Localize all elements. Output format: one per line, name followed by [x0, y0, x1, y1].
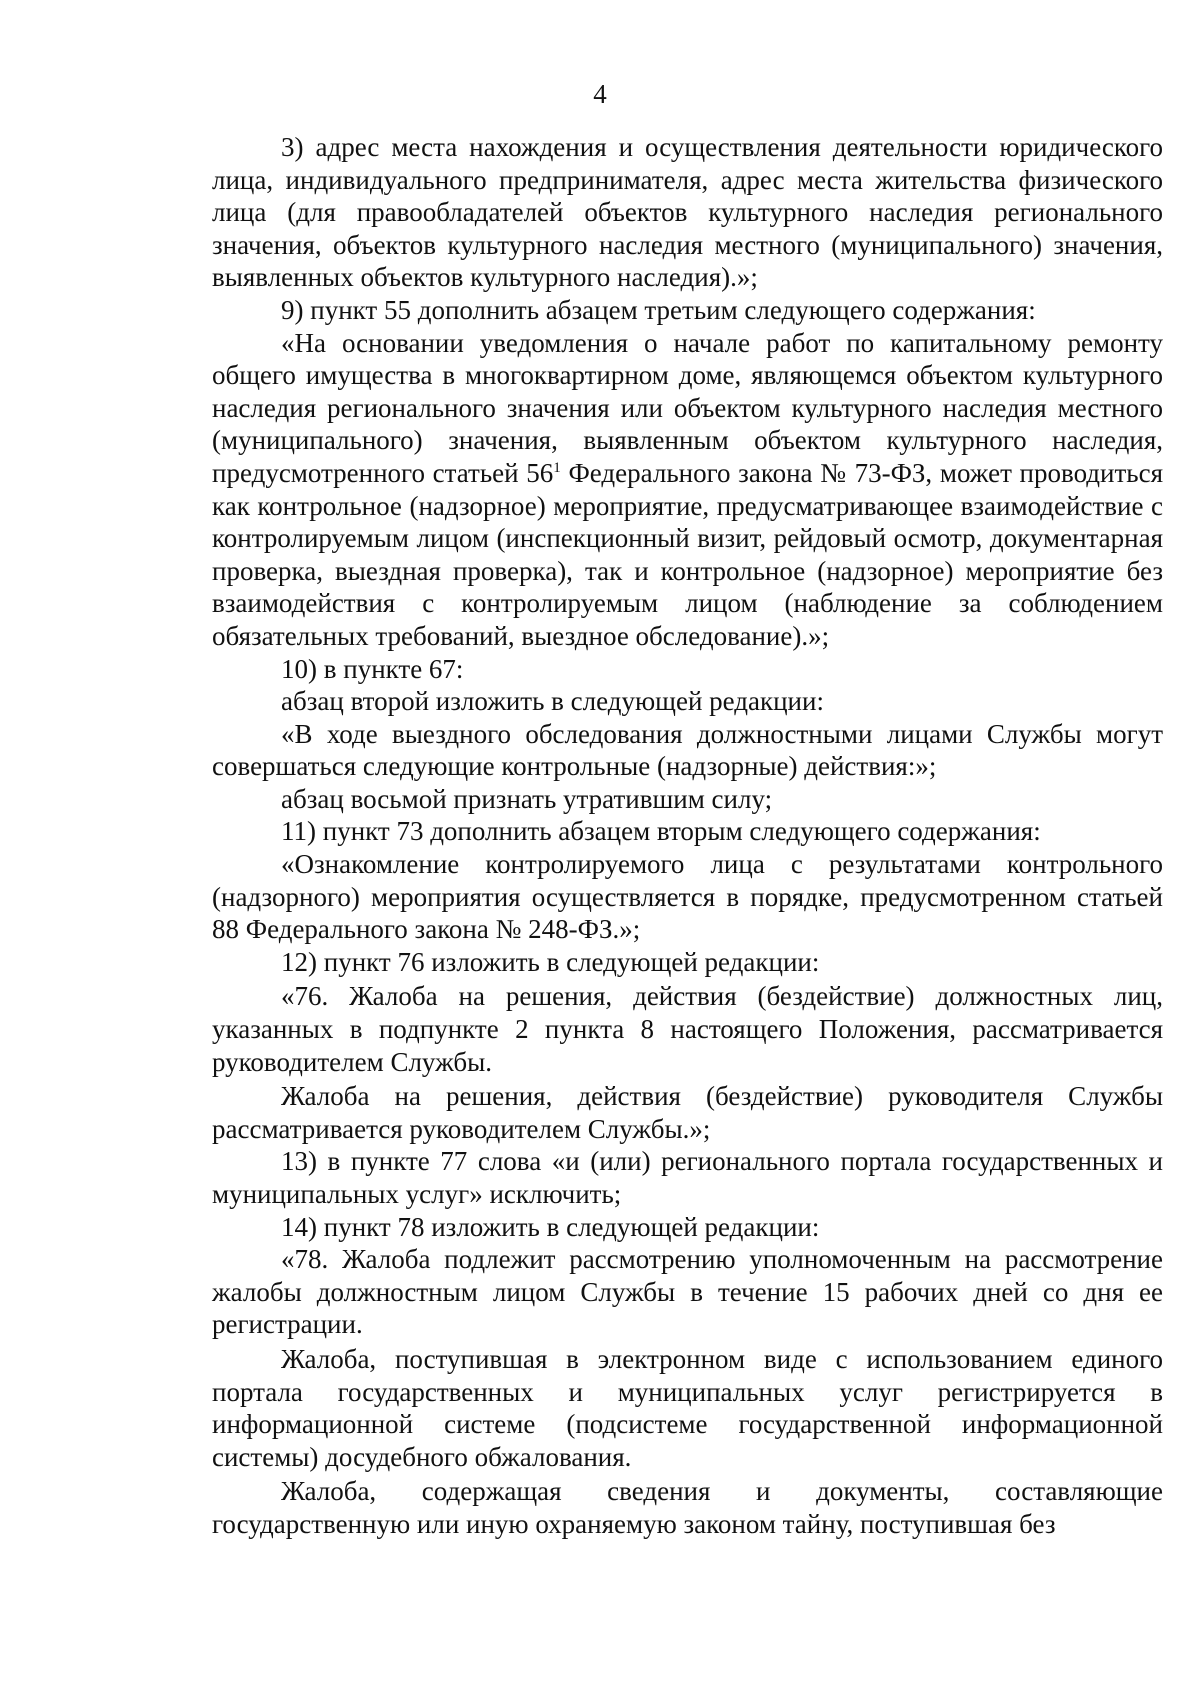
paragraph-item-14-electronic-complaint: Жалоба, поступившая в электронном виде с использованием единого портала государственных и муниципальных услуг регистрируется в информационной системе (подсистеме государственной информационной системы) досудебного обжалования.	[212, 1343, 1163, 1472]
paragraph-item-10: 10) в пункте 67:	[281, 653, 464, 684]
paragraph-item-11-quote: «Ознакомление контролируемого лица с результатами контрольного (надзорного) мероприятия осуществляется в порядке, предусмотренном статьей 88 Федерального закона № 248-ФЗ.»;	[212, 849, 1163, 945]
paragraph-item-13: 13) в пункте 77 слова «и (или) регионального портала государственных и муниципальных услуг» исключить;	[212, 1146, 1163, 1209]
paragraph-item-3-address: 3) адрес места нахождения и осуществления деятельности юридического лица, индивидуального предпринимателя, адрес места жительства физического лица (для правообладателей объектов культурного наследия регионального значения, объектов культурного наследия местного (муниципального) значения, выявленных объектов культурного наследия).»;	[212, 132, 1163, 293]
document-body	[212, 131, 1163, 1541]
paragraph-item-9-quote-start: «На основании уведомления о начале работ по капитальному ремонту общего имущества в многоквартирном доме, являющемся объектом культурного наследия регионального значения или объектом культурного наследия местного (муниципального) значения, выявленным объектом культурного наследия, предусмотренного статьей 56	[212, 327, 1163, 488]
paragraph-item-9-quote-end: Федерального закона № 73-ФЗ, может проводиться как контрольное (надзорное) мероприятие, предусматривающее взаимодействие с контролируемым лицом (инспекционный визит, рейдовый осмотр, документарная проверка, выездная проверка), так и контрольное (надзорное) мероприятие без взаимодействия с контролируемым лицом (наблюдение за соблюдением обязательных требований, выездное обследование).»;	[212, 457, 1163, 651]
paragraph-item-14: 14) пункт 78 изложить в следующей редакции:	[281, 1211, 820, 1242]
paragraph-item-14-secret-complaint: Жалоба, содержащая сведения и документы, составляющие государственную или иную охраняемую законом тайну, поступившая без	[212, 1476, 1163, 1539]
paragraph-item-10-quote: «В ходе выездного обследования должностными лицами Службы могут совершаться следующие контрольные (надзорные) действия:»;	[212, 718, 1163, 782]
paragraph-item-9-quote	[212, 327, 1163, 653]
paragraph-item-12: 12) пункт 76 изложить в следующей редакции:	[281, 946, 820, 977]
paragraph-item-12-quote-continued: Жалоба на решения, действия (бездействие) руководителя Службы рассматривается руководителем Службы.»;	[212, 1081, 1163, 1144]
paragraph-item-11: 11) пункт 73 дополнить абзацем вторым следующего содержания:	[281, 816, 1041, 847]
page-number: 4	[593, 79, 607, 109]
paragraph-item-9: 9) пункт 55 дополнить абзацем третьим следующего содержания:	[281, 294, 1036, 325]
paragraph-item-10-instruction: абзац второй изложить в следующей редакции:	[281, 686, 824, 717]
paragraph-item-14-quote: «78. Жалоба подлежит рассмотрению уполномоченным на рассмотрение жалобы должностным лицом Службы в течение 15 рабочих дней со дня ее регистрации.	[212, 1244, 1163, 1340]
paragraph-item-10-repeal: абзац восьмой признать утратившим силу;	[281, 783, 773, 814]
paragraph-item-12-quote: «76. Жалоба на решения, действия (бездействие) должностных лиц, указанных в подпункте 2 пункта 8 настоящего Положения, рассматривается руководителем Службы.	[212, 981, 1163, 1077]
superscript-article-number: 1	[553, 459, 561, 476]
